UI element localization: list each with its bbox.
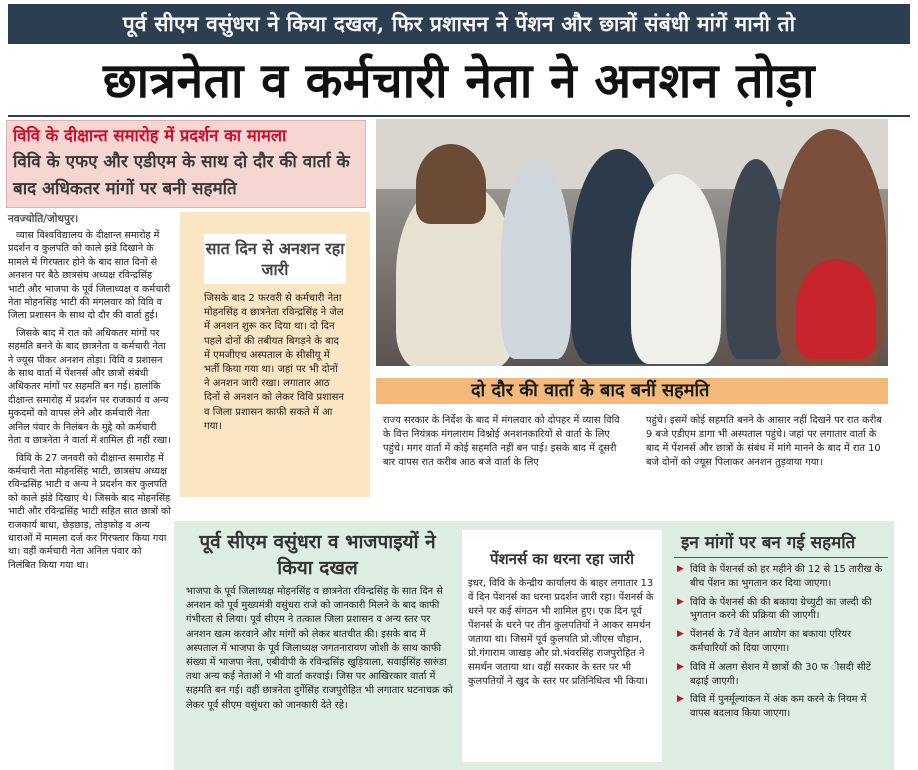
- box-seven-title: सात दिन से अनशन रहा जारी: [204, 234, 346, 284]
- box-seven-days: [180, 212, 370, 497]
- main-headline: छात्रनेता व कर्मचारी नेता ने अनशन तोड़ा: [102, 53, 816, 109]
- photo-person: [796, 259, 876, 359]
- demand-item: [674, 596, 888, 624]
- triangle-bullet-icon: ▶: [677, 661, 684, 672]
- demand-text: पेंशनर्स के 7वें वेतन आयोग का बकाया एरियर कर्मचारियों को दिया जाएगा।: [690, 629, 852, 654]
- triangle-bullet-icon: ▶: [677, 629, 684, 640]
- byline: नवज्योति/जोधपुर।: [8, 213, 79, 225]
- pension-title: पेंशनर्स का धरना रहा जारी: [489, 550, 635, 568]
- demand-text: विवि में अलग सेशन में छात्रों की 30 फ ीसदी सीटें बढ़ाई जाएगी।: [690, 661, 871, 687]
- demand-text: विवि के पेंशनर्स की की बकाया ग्रेच्युटी का जल्दी की भुगतान करने की प्रक्रिया की जाएगी।: [690, 596, 872, 622]
- body-right-text: पहुंचे। इसमें कोई सहमति बनने के आसार नहीं दिखने पर रात करीब 9 बजे एडीएम डागा भी अस्पताल पहुंचे। जहां पर लगातार वार्ता के बाद में पेंशनर्स और छात्रों के संबंध में मांगे मानने के बाद में रात 10 बजे दोनों को ज्यूस पिलाकर अनशन तुड़वाया गया।: [646, 415, 882, 468]
- photo-person: [501, 159, 571, 359]
- left-column: [8, 229, 171, 576]
- demands-title: इन मांगों पर बन गई सहमति: [681, 533, 856, 553]
- subhead-dark-line: विवि के एफए और एडीएम के साथ दो दौर की वार्ता के बाद अधिकतर मांगों पर बनी सहमति: [13, 152, 350, 199]
- demand-item: [674, 563, 888, 591]
- triangle-bullet-icon: ▶: [677, 596, 684, 607]
- body-mid-text: राज्य सरकार के निर्देश के बाद में मंगलवार को दोपहर में व्यास विवि के वित्त नियंत्रक मंगलाराम विश्नोई अनशनकारियों से वार्ता के लिए पहुंचे। मगर वार्ता में कोई सहमति नहीं बन पाई। इसके बाद में दूसरी बार वापस रात करीब आठ बजे वार्ता के लिए: [383, 415, 620, 468]
- demand-item: [674, 693, 888, 721]
- news-photo: [376, 119, 888, 366]
- left-paragraph: जिसके बाद में रात को अधिकतर मांगों पर सहमति बनने के बाद छात्रनेता व कर्मचारी नेता ने ज्यूस पीकर अनशन तोड़ा। विवि व प्रशासन के साथ वार्ता में पेंशनर्स और छात्रों संबंधी अधिकतर मांगों पर सहमति बन गई। हालांकि दीक्षान्त समारोह में प्रदर्शन पर राजकार्य व अन्य मुकदमों को वापस लेने और कर्मचारी नेता अनिल पंवार के निलंबन के मुद्दे को कर्मचारी नेता व छात्रनेता ने वार्ता में शामिल ही नहीं रखा।: [8, 327, 171, 447]
- purvo-title: पूर्व सीएम वसुंधरा व भाजपाइयों ने किया दखल: [199, 531, 436, 579]
- triangle-bullet-icon: ▶: [677, 694, 684, 705]
- subhead-box: [6, 120, 366, 208]
- photo-person: [416, 144, 486, 224]
- headline-rule: [8, 115, 910, 117]
- demands-list: [674, 563, 888, 726]
- photo-caption: दो दौर की वार्ता के बाद बनीं सहमति: [376, 378, 888, 404]
- demand-item: [674, 661, 888, 689]
- demand-text: विवि में पुनर्मूल्यांकन में अंक कम करने के नियम में वापस बदलाव किया जाएगा।: [690, 694, 867, 720]
- photo-person: [631, 174, 721, 364]
- demand-item: [674, 628, 888, 656]
- kicker-banner: पूर्व सीएम वसुंधरा ने किया दखल, फिर प्रशासन ने पेंशन और छात्रों संबंधी मांगें मानी तो: [8, 4, 910, 44]
- demands-rule: [674, 557, 888, 558]
- triangle-bullet-icon: ▶: [677, 564, 684, 574]
- purvo-text: भाजपा के पूर्व जिलाध्यक्ष मोहनसिंह व छात्रनेता रविन्द्रसिंह के सात दिन से अनशन को पूर्व मुख्यमंत्री वसुंधरा राजे को जानकारी मिलने के बाद काफी गंभीरता से लिया। पूर्व सीएम ने तत्काल जिला प्रशासन व अन्य स्तर पर अनशन खत्म करवाने और मांगों को लेकर बातचीत की। इसके बाद में अस्पताल में भाजपा के पूर्व जिलाध्यक्ष जगतनारायण जोशी के साथ काफी संख्या में भाजपा नेता, एबीवीपी के रविन्द्रसिंह खुड़ियाला, सवाईसिंह सारुंडा तथा अन्य कई नेताओं ने भी वार्ता करवाई। जिस पर आखिरकार वार्ता में सहमति बन गई। वहीं छात्रनेता दुर्गेसिंह राजपुरोहित भी लगातार घटनाचक्र को लेकर पूर्व सीएम वसुंधरा को जानकारी देते रहे।: [186, 586, 453, 711]
- left-paragraph: व्यास विश्वविद्यालय के दीक्षान्त समारोह में प्रदर्शन व कुलपति को काले झंडे दिखाने के मामले में गिरफ्तार होने के बाद सात दिनों से अनशन पर बैठे छात्रसंघ अध्यक्ष रविन्द्रसिंह भाटी और भाजपा के पूर्व जिलाध्यक्ष व कर्मचारी नेता मोहनसिंह भाटी की मंगलवार को विवि व जिला प्रशासन के साथ दो दौर की वार्ता हुई।: [8, 230, 171, 322]
- demand-text: विवि के पेंशनर्स को हर महीने की 12 से 15 तारीख के बीच पेंशन का भुगतान कर दिया जाएगा।: [690, 564, 883, 589]
- left-paragraph: विवि के 27 जनवरी को दीक्षान्त समारोह में कर्मचारी नेता मोहनसिंह भाटी, छात्रसंघ अध्यक्ष रविन्द्रसिंह भाटी व अन्य ने प्रदर्शन कर कुलपति को काले झंडे दिखाए थे। जिसके बाद मोहनसिंह भाटी और रविन्द्रसिंह भाटी सहित सात छात्रों को राजकार्य बाधा, छेड़छाड़, तोड़फोड़ व अन्य धाराओं में मामला दर्ज कर गिरफ्तार किया गया था। वहीं कर्मचारी नेता अनिल पंवार को निलंबित किया गया था।: [8, 452, 171, 571]
- pension-text: इधर, विवि के केन्द्रीय कार्यालय के बाहर लगातार 13 वें दिन पेंशनर्स का धरना प्रदर्शन जारी रहा। पेंशनर्स के धरने पर कई संगठन भी शामिल हुए। एक दिन पूर्व पेंशनर्स के धरने पर तीन कुलपतियों ने आकर समर्थन जताया था। जिसमें पूर्व कुलपति प्रो.जीएस चौहान, प्रो.गंगाराम जाखड़ और प्रो.भंवरसिंह राजपुरोहित ने समर्थन जताया था। वहीं सरकार के स्तर पर भी कुलपतियों ने खुद के स्तर पर प्रतिनिधित्व भी किया।: [468, 578, 654, 687]
- box-seven-text: जिसके बाद 2 फरवरी से कर्मचारी नेता मोहनसिंह व छात्रनेता रविन्द्रसिंह ने जेल में अनशन शुरू कर दिया था। दो दिन पहले दोनों की तबीयत बिगड़ने के बाद में एमजीएच अस्पताल के सीसीयू में भर्ती किया गया था। जहां पर भी दोनों ने अनशन जारी रखा। लगातार आठ दिनों से अनशन को लेकर विवि प्रशासन व जिला प्रशासन काफी सकते में आ गया।: [204, 293, 344, 432]
- subhead-red-line: विवि के दीक्षान्त समारोह में प्रदर्शन का मामला: [13, 126, 287, 145]
